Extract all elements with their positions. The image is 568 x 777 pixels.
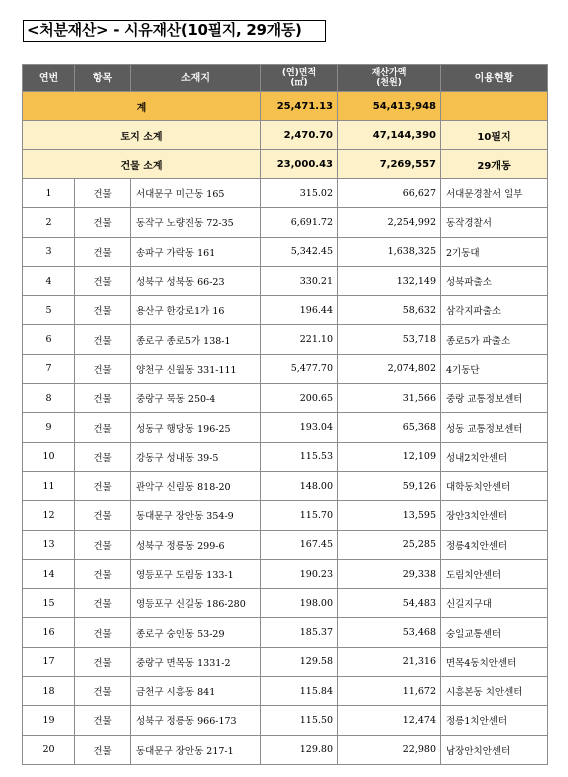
cell-type: 건물: [75, 179, 131, 208]
table-row: [23, 413, 548, 442]
building-subtotal-row: [23, 150, 548, 179]
table-row: [23, 589, 548, 618]
header-value-line2: (천원): [376, 78, 402, 88]
cell-area: 129.58: [261, 647, 338, 676]
cell-area: 115.70: [261, 501, 338, 530]
building-subtotal-usage: 29개동: [441, 150, 548, 179]
cell-no: 5: [23, 296, 75, 325]
cell-address: 금천구 시흥동 841: [131, 677, 261, 706]
cell-area: 198.00: [261, 589, 338, 618]
cell-address: 서대문구 미근동 165: [131, 179, 261, 208]
cell-no: 19: [23, 706, 75, 735]
cell-no: 6: [23, 325, 75, 354]
table-row: [23, 618, 548, 647]
table-row: [23, 735, 548, 764]
cell-address: 용산구 한강로1가 16: [131, 296, 261, 325]
table-row: [23, 266, 548, 295]
cell-address: 영등포구 신길동 186-280: [131, 589, 261, 618]
cell-type: 건물: [75, 296, 131, 325]
cell-no: 8: [23, 384, 75, 413]
table-row: [23, 442, 548, 471]
cell-type: 건물: [75, 208, 131, 237]
cell-value: 11,672: [338, 677, 441, 706]
cell-area: 115.84: [261, 677, 338, 706]
cell-usage: 2기동대: [441, 237, 548, 266]
total-usage: [441, 92, 548, 121]
cell-no: 18: [23, 677, 75, 706]
cell-usage: 정릉4치안센터: [441, 530, 548, 559]
header-value: [338, 65, 441, 92]
cell-area: 6,691.72: [261, 208, 338, 237]
header-no: 연번: [23, 65, 75, 92]
header-type: 항목: [75, 65, 131, 92]
cell-area: 115.50: [261, 706, 338, 735]
cell-no: 7: [23, 354, 75, 383]
cell-area: 190.23: [261, 559, 338, 588]
table-row: [23, 706, 548, 735]
cell-usage: 성동 교통정보센터: [441, 413, 548, 442]
cell-no: 4: [23, 266, 75, 295]
cell-type: 건물: [75, 735, 131, 764]
cell-usage: 동작경찰서: [441, 208, 548, 237]
header-area-line1: (연)면적: [281, 68, 317, 78]
cell-usage: 종로5가 파출소: [441, 325, 548, 354]
total-row: [23, 92, 548, 121]
table-row: [23, 471, 548, 500]
cell-address: 영등포구 도림동 133-1: [131, 559, 261, 588]
header-area: [261, 65, 338, 92]
cell-no: 14: [23, 559, 75, 588]
cell-value: 2,074,802: [338, 354, 441, 383]
cell-type: 건물: [75, 354, 131, 383]
cell-area: 115.53: [261, 442, 338, 471]
table-row: [23, 354, 548, 383]
cell-no: 13: [23, 530, 75, 559]
cell-usage: 4기동단: [441, 354, 548, 383]
cell-area: 200.65: [261, 384, 338, 413]
table-row: [23, 296, 548, 325]
table-row: [23, 530, 548, 559]
cell-area: 330.21: [261, 266, 338, 295]
cell-value: 58,632: [338, 296, 441, 325]
cell-area: 221.10: [261, 325, 338, 354]
cell-usage: 도림치안센터: [441, 559, 548, 588]
cell-address: 관악구 신림동 818-20: [131, 471, 261, 500]
table-row: [23, 237, 548, 266]
table-row: [23, 501, 548, 530]
cell-value: 29,338: [338, 559, 441, 588]
table-row: [23, 384, 548, 413]
table-row: [23, 179, 548, 208]
cell-value: 132,149: [338, 266, 441, 295]
cell-area: 315.02: [261, 179, 338, 208]
building-subtotal-label: 건물 소계: [23, 150, 261, 179]
cell-address: 송파구 가락동 161: [131, 237, 261, 266]
cell-usage: 중랑 교통정보센터: [441, 384, 548, 413]
table-row: [23, 208, 548, 237]
header-usage: 이용현황: [441, 65, 548, 92]
cell-area: 196.44: [261, 296, 338, 325]
cell-value: 12,474: [338, 706, 441, 735]
cell-no: 16: [23, 618, 75, 647]
cell-value: 13,595: [338, 501, 441, 530]
cell-no: 12: [23, 501, 75, 530]
cell-usage: 장안3치안센터: [441, 501, 548, 530]
cell-value: 25,285: [338, 530, 441, 559]
cell-type: 건물: [75, 559, 131, 588]
table-header-row: [23, 65, 548, 92]
cell-type: 건물: [75, 237, 131, 266]
cell-address: 성북구 성북동 66-23: [131, 266, 261, 295]
header-value-line1: 재산가액: [371, 68, 407, 78]
cell-value: 59,126: [338, 471, 441, 500]
cell-value: 12,109: [338, 442, 441, 471]
cell-type: 건물: [75, 413, 131, 442]
cell-address: 성동구 행당동 196-25: [131, 413, 261, 442]
header-address: 소재지: [131, 65, 261, 92]
cell-type: 건물: [75, 677, 131, 706]
cell-area: 5,342.45: [261, 237, 338, 266]
cell-usage: 신길지구대: [441, 589, 548, 618]
cell-no: 2: [23, 208, 75, 237]
cell-address: 동작구 노량진동 72-35: [131, 208, 261, 237]
table-row: [23, 647, 548, 676]
document-title: <처분재산> - 시유재산(10필지, 29개동): [23, 20, 326, 42]
cell-type: 건물: [75, 384, 131, 413]
land-subtotal-label: 토지 소계: [23, 121, 261, 150]
cell-address: 강동구 성내동 39-5: [131, 442, 261, 471]
cell-type: 건물: [75, 706, 131, 735]
cell-address: 종로구 종로5가 138-1: [131, 325, 261, 354]
total-area: 25,471.13: [261, 92, 338, 121]
cell-no: 10: [23, 442, 75, 471]
cell-area: 167.45: [261, 530, 338, 559]
cell-usage: 대학동치안센터: [441, 471, 548, 500]
land-subtotal-row: [23, 121, 548, 150]
cell-type: 건물: [75, 589, 131, 618]
cell-value: 2,254,992: [338, 208, 441, 237]
cell-area: 185.37: [261, 618, 338, 647]
cell-area: 129.80: [261, 735, 338, 764]
cell-no: 11: [23, 471, 75, 500]
land-subtotal-area: 2,470.70: [261, 121, 338, 150]
cell-type: 건물: [75, 501, 131, 530]
cell-value: 31,566: [338, 384, 441, 413]
cell-usage: 삼각지파출소: [441, 296, 548, 325]
table-row: [23, 559, 548, 588]
cell-value: 54,483: [338, 589, 441, 618]
cell-usage: 면목4동치안센터: [441, 647, 548, 676]
cell-area: 193.04: [261, 413, 338, 442]
cell-usage: 숭일교통센터: [441, 618, 548, 647]
cell-address: 동대문구 장안동 354-9: [131, 501, 261, 530]
cell-address: 동대문구 장안동 217-1: [131, 735, 261, 764]
cell-value: 66,627: [338, 179, 441, 208]
cell-usage: 성내2치안센터: [441, 442, 548, 471]
cell-no: 3: [23, 237, 75, 266]
cell-value: 53,468: [338, 618, 441, 647]
cell-usage: 남장안치안센터: [441, 735, 548, 764]
table-row: [23, 325, 548, 354]
cell-value: 65,368: [338, 413, 441, 442]
building-subtotal-value: 7,269,557: [338, 150, 441, 179]
cell-address: 성북구 정릉동 299-6: [131, 530, 261, 559]
header-area-line2: (㎡): [290, 78, 308, 88]
land-subtotal-value: 47,144,390: [338, 121, 441, 150]
cell-no: 20: [23, 735, 75, 764]
total-value: 54,413,948: [338, 92, 441, 121]
cell-no: 17: [23, 647, 75, 676]
cell-address: 중랑구 면목동 1331-2: [131, 647, 261, 676]
cell-value: 21,316: [338, 647, 441, 676]
cell-usage: 서대문경찰서 일부: [441, 179, 548, 208]
cell-type: 건물: [75, 442, 131, 471]
property-table: [22, 64, 548, 765]
cell-value: 1,638,325: [338, 237, 441, 266]
cell-area: 5,477.70: [261, 354, 338, 383]
cell-usage: 시흥본동 치안센터: [441, 677, 548, 706]
cell-value: 53,718: [338, 325, 441, 354]
cell-area: 148.00: [261, 471, 338, 500]
cell-type: 건물: [75, 471, 131, 500]
total-label: 계: [23, 92, 261, 121]
cell-no: 9: [23, 413, 75, 442]
cell-type: 건물: [75, 530, 131, 559]
land-subtotal-usage: 10필지: [441, 121, 548, 150]
cell-type: 건물: [75, 325, 131, 354]
cell-address: 양천구 신월동 331-111: [131, 354, 261, 383]
cell-address: 종로구 숭인동 53-29: [131, 618, 261, 647]
cell-address: 중랑구 묵동 250-4: [131, 384, 261, 413]
building-subtotal-area: 23,000.43: [261, 150, 338, 179]
cell-usage: 정릉1치안센터: [441, 706, 548, 735]
cell-usage: 성북파출소: [441, 266, 548, 295]
cell-value: 22,980: [338, 735, 441, 764]
cell-type: 건물: [75, 618, 131, 647]
cell-type: 건물: [75, 647, 131, 676]
cell-no: 15: [23, 589, 75, 618]
table-row: [23, 677, 548, 706]
cell-type: 건물: [75, 266, 131, 295]
cell-address: 성북구 정릉동 966-173: [131, 706, 261, 735]
cell-no: 1: [23, 179, 75, 208]
